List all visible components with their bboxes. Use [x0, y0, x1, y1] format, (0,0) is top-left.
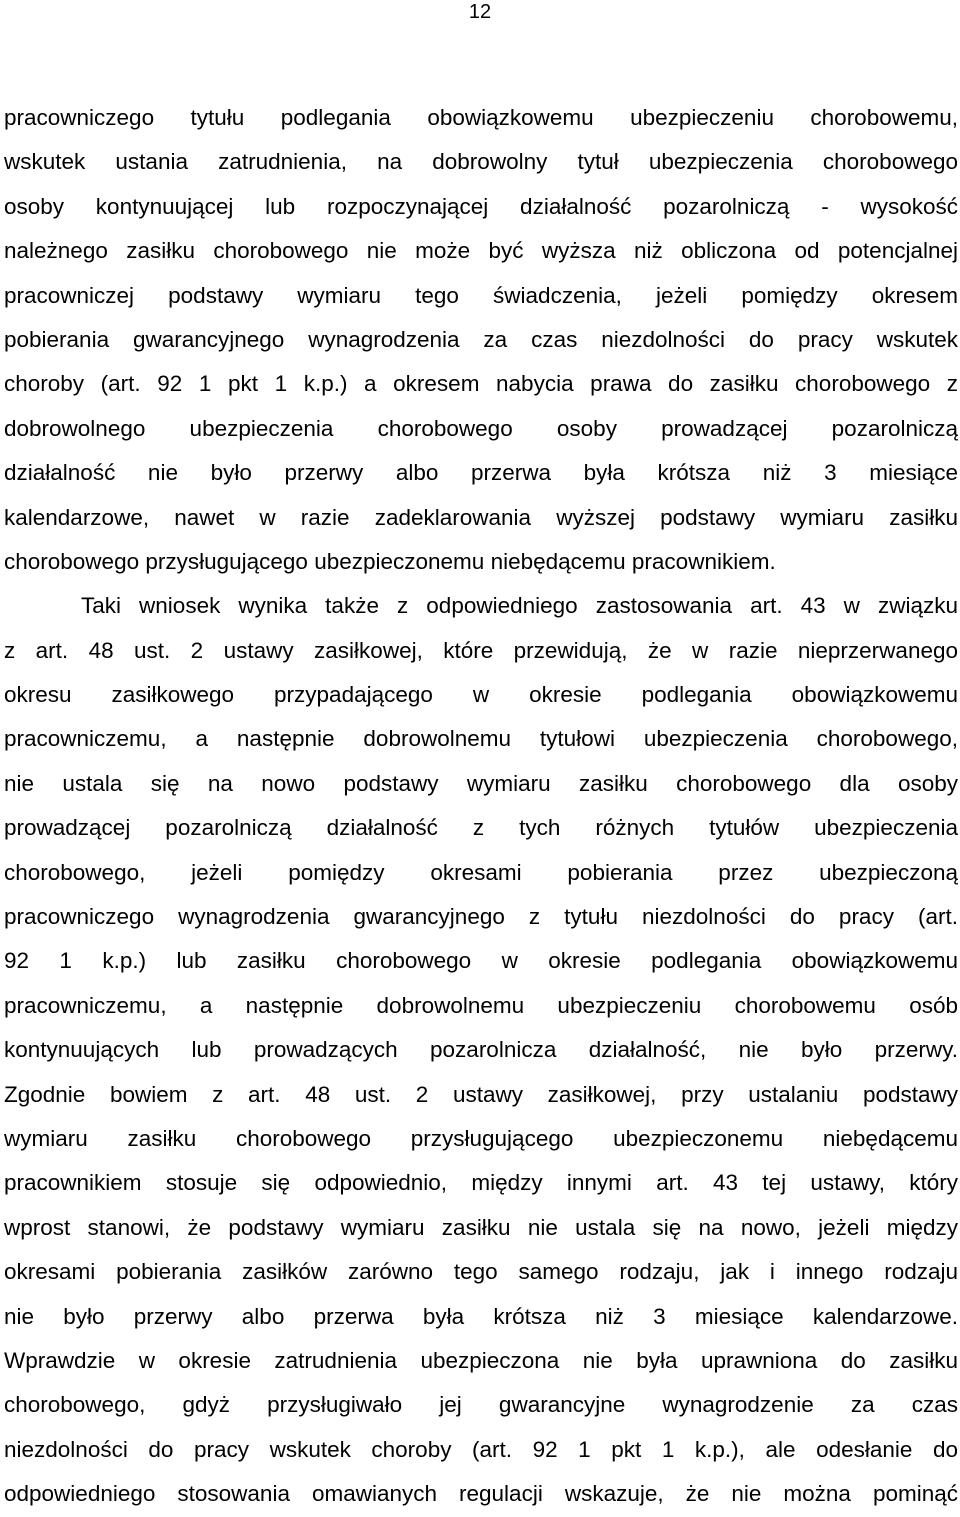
text-line: chorobowego, jeżeli pomiędzy okresami pobierania przez ubezpieczoną — [4, 859, 958, 885]
text-line: osoby kontynuującej lub rozpoczynającej działalność pozarolniczą - wysokość — [4, 193, 958, 219]
text-line: pracowniczemu, a następnie dobrowolnemu ubezpieczeniu chorobowemu osób — [4, 992, 958, 1018]
text-line: chorobowego, gdyż przysługiwało jej gwarancyjne wynagrodzenie za czas — [4, 1392, 958, 1418]
text-line: pracowniczemu, a następnie dobrowolnemu tytułowi ubezpieczenia chorobowego, — [4, 726, 958, 752]
text-line: Taki wniosek wynika także z odpowiedniego zastosowania art. 43 w związku — [81, 593, 958, 619]
text-line: okresu zasiłkowego przypadającego w okresie podlegania obowiązkowemu — [4, 682, 958, 708]
text-line: pracowniczego wynagrodzenia gwarancyjnego z tytułu niezdolności do pracy (art. — [4, 904, 958, 930]
text-line: nie było przerwy albo przerwa była krótsza niż 3 miesiące kalendarzowe. — [4, 1303, 958, 1329]
text-line: dobrowolnego ubezpieczenia chorobowego osoby prowadzącej pozarolniczą — [4, 415, 958, 441]
text-line: niezdolności do pracy wskutek choroby (art. 92 1 pkt 1 k.p.), ale odesłanie do — [4, 1436, 958, 1462]
text-line: wymiaru zasiłku chorobowego przysługującego ubezpieczonemu niebędącemu — [4, 1125, 958, 1151]
text-line: wprost stanowi, że podstawy wymiaru zasiłku nie ustala się na nowo, jeżeli między — [4, 1214, 958, 1240]
text-line: pobierania gwarancyjnego wynagrodzenia za czas niezdolności do pracy wskutek — [4, 326, 958, 352]
text-line: wskutek ustania zatrudnienia, na dobrowolny tytuł ubezpieczenia chorobowego — [4, 149, 958, 175]
page-number: 12 — [468, 1, 492, 23]
text-line: 92 1 k.p.) lub zasiłku chorobowego w okresie podlegania obowiązkowemu — [4, 948, 958, 974]
text-line: Wprawdzie w okresie zatrudnienia ubezpieczona nie była uprawniona do zasiłku — [4, 1347, 958, 1373]
text-line: kontynuujących lub prowadzących pozarolnicza działalność, nie było przerwy. — [4, 1037, 958, 1063]
text-line: pracowniczego tytułu podlegania obowiązkowemu ubezpieczeniu chorobowemu, — [4, 105, 958, 130]
text-line: działalność nie było przerwy albo przerwa była krótsza niż 3 miesiące — [4, 460, 958, 486]
document-body — [4, 96, 958, 1517]
text-line: kalendarzowe, nawet w razie zadeklarowania wyższej podstawy wymiaru zasiłku — [4, 504, 958, 530]
text-line: okresami pobierania zasiłków zarówno tego samego rodzaju, jak i innego rodzaju — [4, 1259, 958, 1285]
text-line: odpowiedniego stosowania omawianych regulacji wskazuje, że nie można pominąć — [4, 1481, 958, 1507]
text-line: pracownikiem stosuje się odpowiednio, między innymi art. 43 tej ustawy, który — [4, 1170, 958, 1196]
text-line: pracowniczej podstawy wymiaru tego świadczenia, jeżeli pomiędzy okresem — [4, 282, 958, 308]
text-line: choroby (art. 92 1 pkt 1 k.p.) a okresem nabycia prawa do zasiłku chorobowego z — [4, 371, 958, 397]
text-line: należnego zasiłku chorobowego nie może być wyższa niż obliczona od potencjalnej — [4, 238, 958, 264]
text-line: nie ustala się na nowo podstawy wymiaru zasiłku chorobowego dla osoby — [4, 770, 958, 796]
text-line: chorobowego przysługującego ubezpieczonemu niebędącemu pracownikiem. — [4, 548, 776, 574]
text-line: Zgodnie bowiem z art. 48 ust. 2 ustawy zasiłkowej, przy ustalaniu podstawy — [4, 1081, 958, 1107]
text-line: prowadzącej pozarolniczą działalność z tych różnych tytułów ubezpieczenia — [4, 815, 958, 841]
text-line: z art. 48 ust. 2 ustawy zasiłkowej, które przewidują, że w razie nieprzerwanego — [4, 637, 958, 663]
